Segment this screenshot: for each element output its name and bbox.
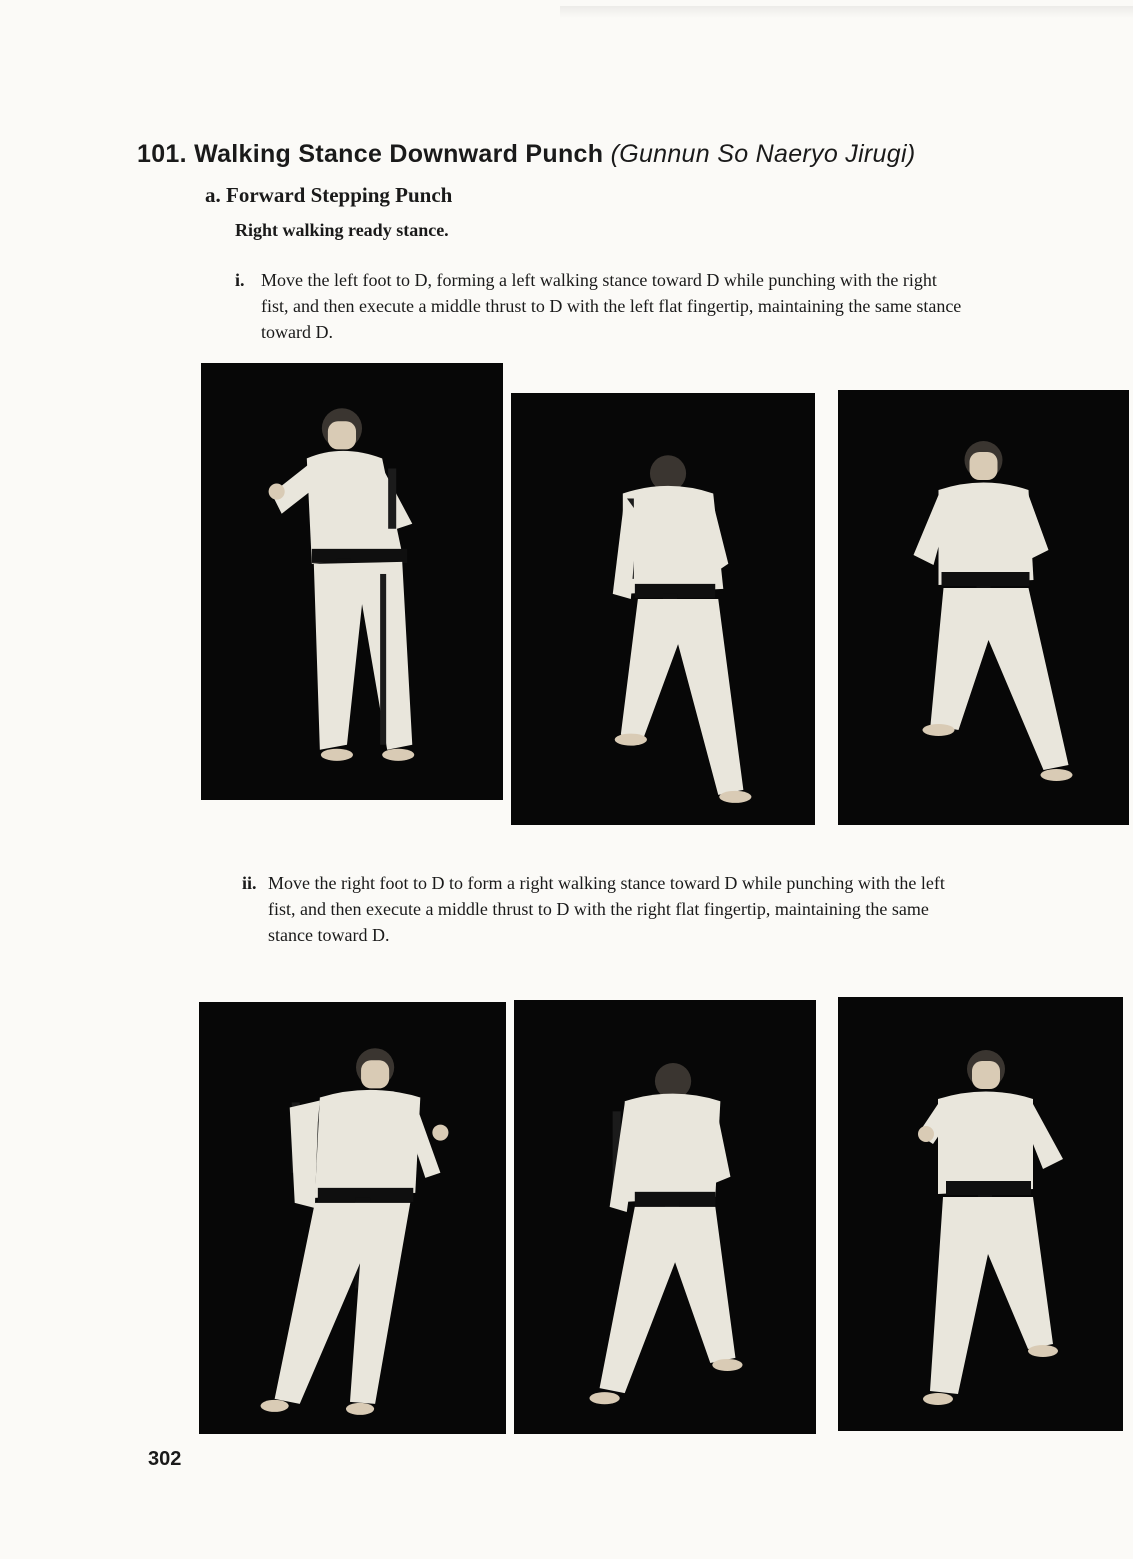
photo-step-ii-2 [514, 1000, 816, 1434]
step-text: Move the right foot to D to form a right walking stance toward D while punching with the left fist, and then execute a middle thrust to D with the right flat fingertip, maintaining the same stance toward D. [268, 873, 945, 945]
section-heading [137, 140, 1117, 169]
martial-artist-figure [838, 997, 1123, 1431]
martial-artist-figure [199, 1002, 506, 1434]
ready-stance: Right walking ready stance. [235, 220, 449, 240]
photo-step-i-2 [511, 393, 815, 825]
martial-artist-figure [201, 363, 503, 800]
step-i [235, 267, 965, 345]
scan-shadow [560, 6, 1133, 18]
martial-artist-figure [514, 1000, 816, 1434]
heading-title: Walking Stance Downward Punch [194, 140, 604, 168]
photo-step-ii-1 [199, 1002, 506, 1434]
martial-artist-figure [838, 390, 1129, 825]
heading-subtitle: (Gunnun So Naeryo Jirugi) [610, 140, 916, 168]
step-ii [242, 870, 972, 948]
photo-step-ii-3 [838, 997, 1123, 1431]
step-text: Move the left foot to D, forming a left walking stance toward D while punching with the right fist, and then execute a middle thrust to D with the left flat fingertip, maintaining the same stance toward D. [261, 270, 962, 342]
photo-step-i-1 [201, 363, 503, 800]
subsection-label: a. Forward Stepping Punch [205, 183, 453, 207]
heading-number: 101. [137, 140, 187, 168]
step-marker: ii. [242, 873, 257, 893]
step-marker: i. [235, 270, 245, 290]
photo-step-i-3 [838, 390, 1129, 825]
page-number: 302 [148, 1448, 182, 1470]
martial-artist-figure [511, 393, 815, 825]
